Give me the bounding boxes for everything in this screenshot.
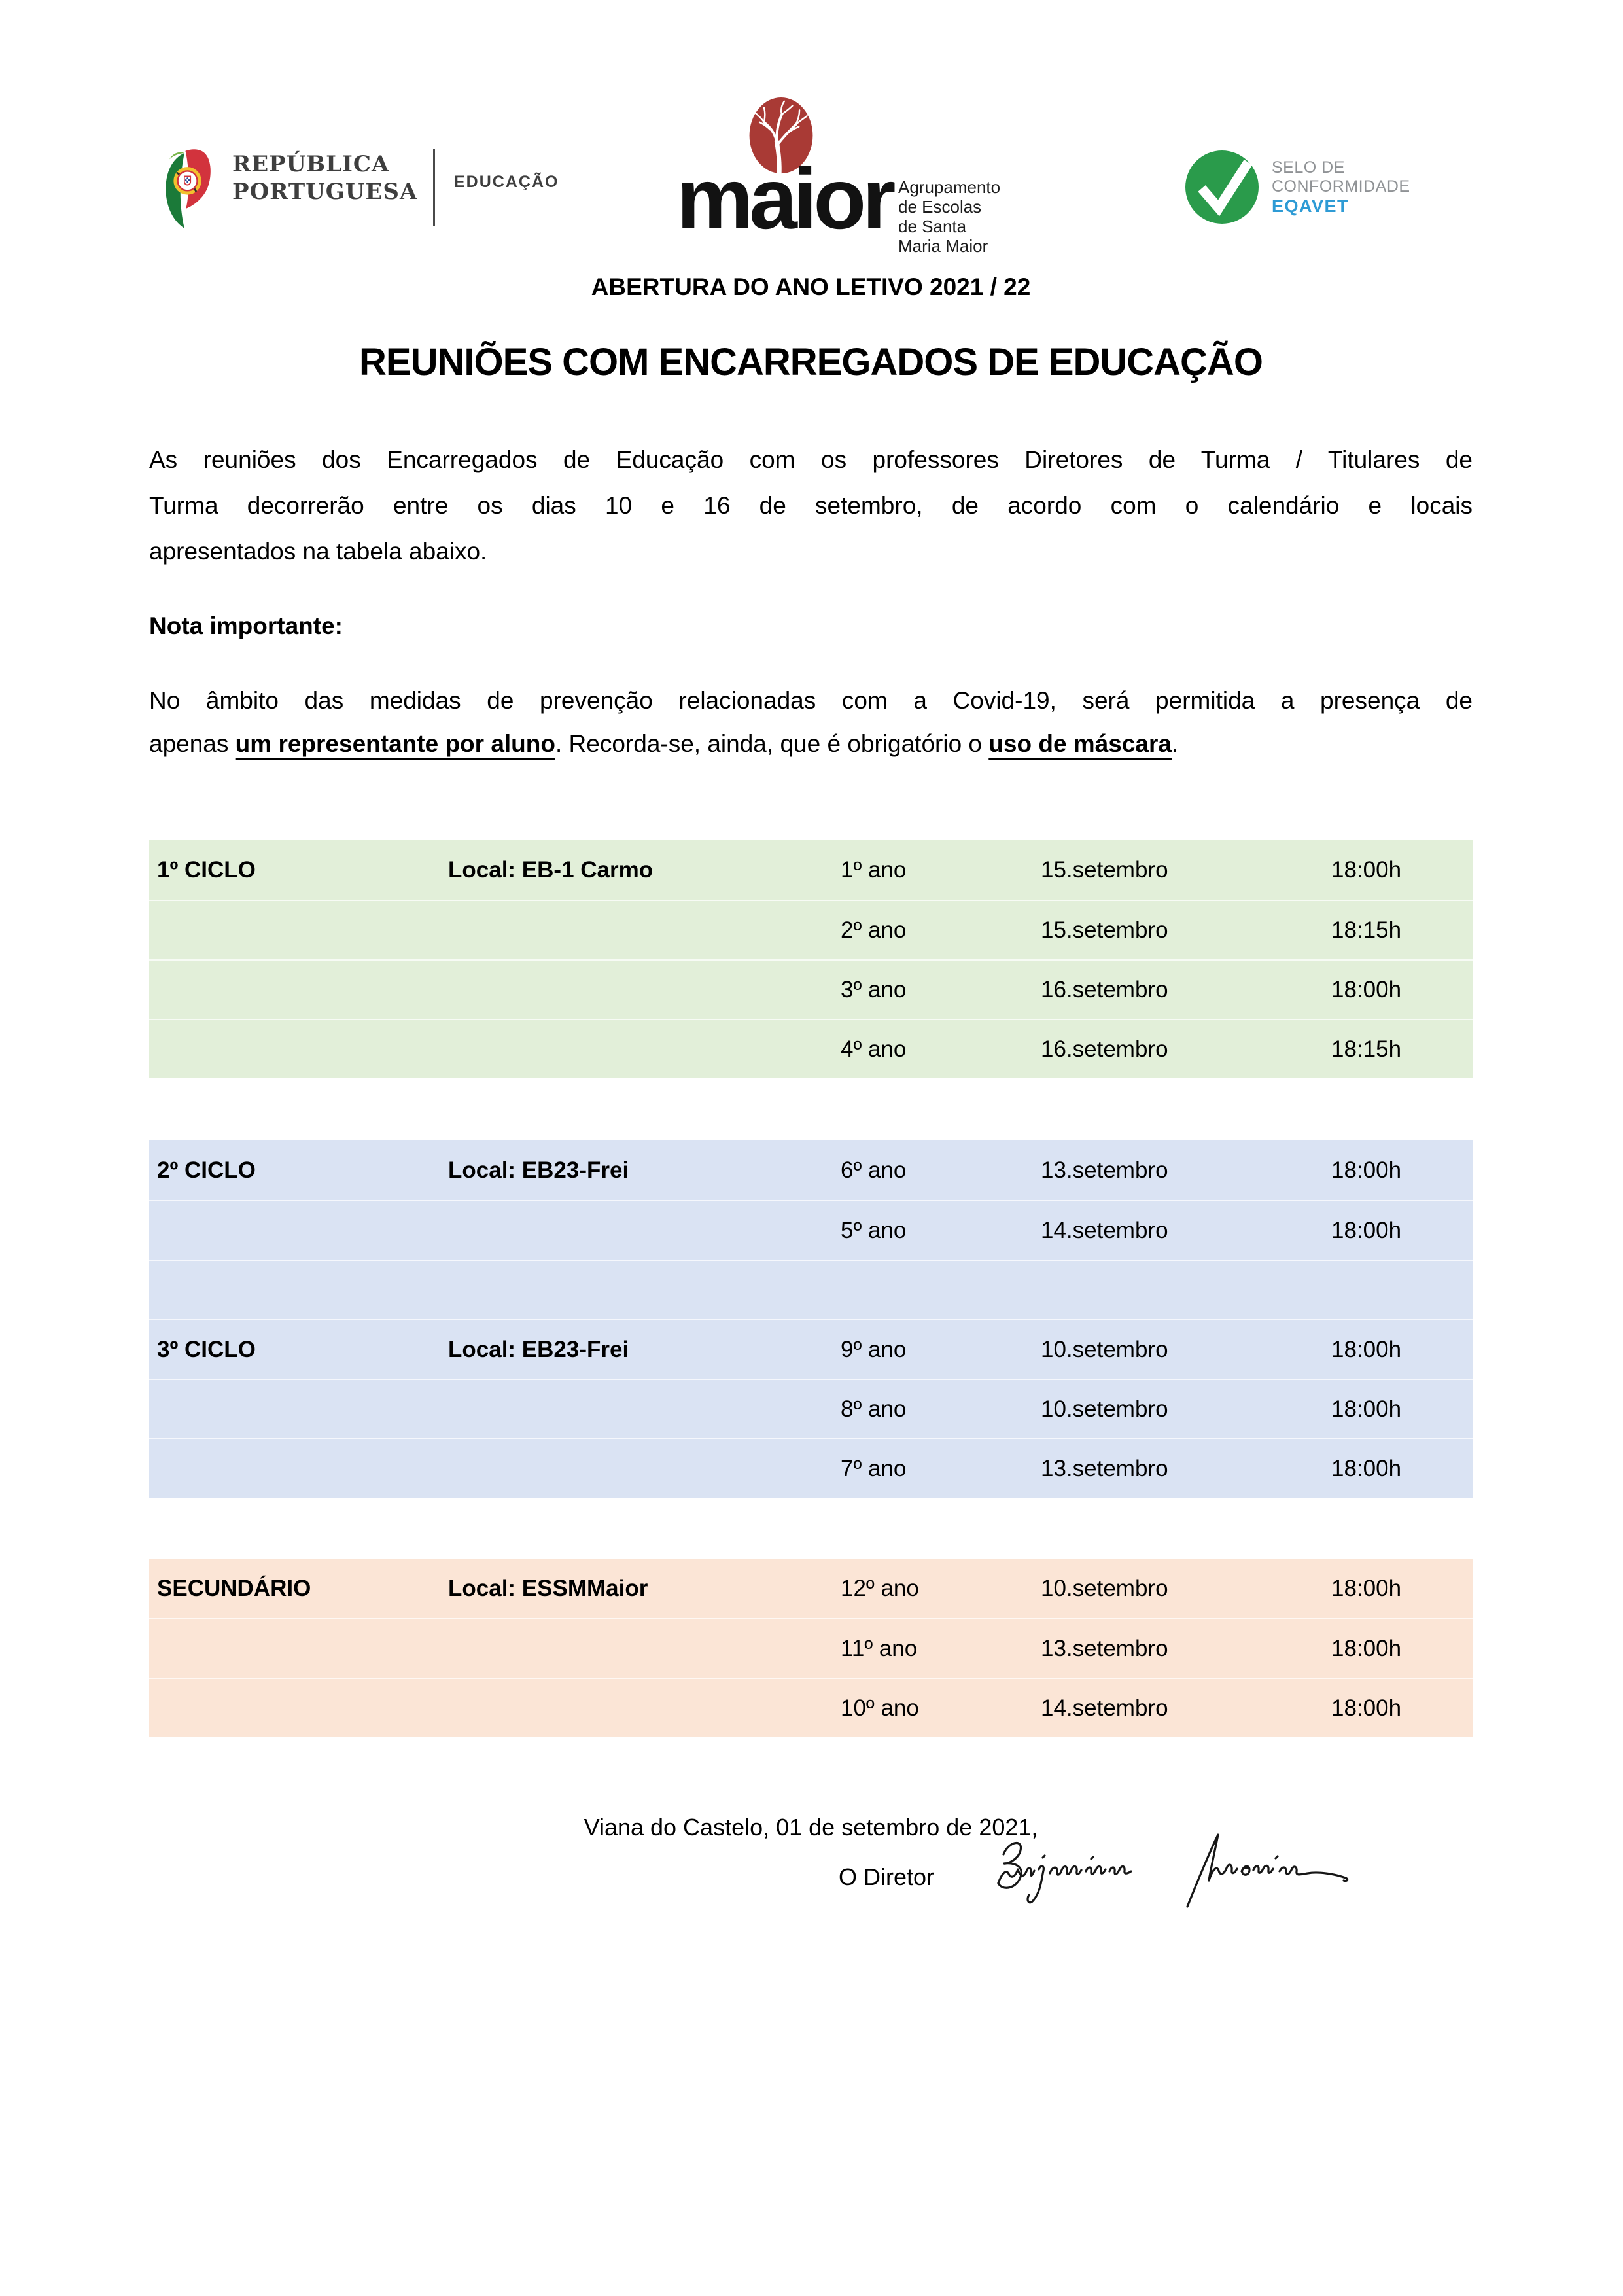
table-row: [149, 840, 1473, 900]
eqavet-line2: CONFORMIDADE: [1272, 177, 1410, 196]
date-cell: 16.setembro: [1041, 976, 1168, 1002]
table-row: [149, 1019, 1473, 1078]
logo-divider: [433, 149, 435, 226]
time-cell: 18:00h: [1331, 1455, 1402, 1481]
intro-line1: As reuniões dos Encarregados de Educação com os professores Diretores de Turma / Titulares de: [149, 446, 1473, 473]
time-cell: 18:00h: [1331, 976, 1402, 1002]
table-row: [149, 1559, 1473, 1618]
note-line2: [149, 722, 1473, 766]
table-row: [149, 959, 1473, 1019]
eqavet-checkmark-icon: [1184, 148, 1263, 230]
portugal-flag-emblem-icon: [158, 148, 215, 230]
note-line2-part1: apenas: [149, 730, 236, 757]
year-cell: 5º ano: [841, 1217, 907, 1243]
maior-subtitle: [898, 177, 1000, 256]
year-cell: 12º ano: [841, 1575, 919, 1601]
time-cell: 18:00h: [1331, 1217, 1402, 1243]
local-label: Local: EB23-Frei: [448, 1157, 629, 1183]
table-spacer-row: [149, 1260, 1473, 1319]
time-cell: 18:00h: [1331, 1635, 1402, 1661]
eqavet-text: [1272, 158, 1410, 217]
note-paragraph: [149, 679, 1473, 766]
time-cell: 18:15h: [1331, 917, 1402, 943]
note-line2-part3: .: [1172, 730, 1179, 757]
year-cell: 6º ano: [841, 1157, 907, 1183]
eqavet-line1: SELO DE: [1272, 158, 1345, 177]
intro-line2: Turma decorrerão entre os dias 10 e 16 de setembro, de acordo com o calendário e locais: [149, 492, 1473, 519]
schedule-table-2-3-ciclo: [149, 1140, 1473, 1498]
note-bold-representante: um representante por aluno: [235, 730, 555, 757]
date-cell: 13.setembro: [1041, 1635, 1168, 1661]
date-cell: 15.setembro: [1041, 857, 1168, 883]
year-cell: 3º ano: [841, 976, 907, 1002]
table-row: [149, 1200, 1473, 1260]
date-cell: 13.setembro: [1041, 1157, 1168, 1183]
intro-line3: apresentados na tabela abaixo.: [149, 538, 487, 565]
date-cell: 13.setembro: [1041, 1455, 1168, 1481]
time-cell: 18:00h: [1331, 1157, 1402, 1183]
cycle-label: SECUNDÁRIO: [157, 1575, 311, 1601]
maior-subtitle-line2: de Escolas: [898, 197, 982, 217]
director-signature: [988, 1828, 1367, 1915]
maior-wordmark: maior: [676, 150, 892, 247]
year-cell: 2º ano: [841, 917, 907, 943]
schedule-table-1-ciclo: [149, 840, 1473, 1078]
note-bold-mascara: uso de máscara: [988, 730, 1172, 757]
table-row: [149, 1618, 1473, 1678]
time-cell: 18:00h: [1331, 857, 1402, 883]
table-row: [149, 1140, 1473, 1200]
year-cell: 11º ano: [841, 1635, 918, 1661]
local-label: Local: EB23-Frei: [448, 1336, 629, 1362]
table-row: [149, 1319, 1473, 1379]
note-line2-part2: . Recorda-se, ainda, que é obrigatório o: [555, 730, 989, 757]
document-subtitle: ABERTURA DO ANO LETIVO 2021 / 22: [591, 274, 1031, 300]
table-row: [149, 1438, 1473, 1498]
table-row: [149, 1379, 1473, 1438]
gov-logo-line2: PORTUGUESA: [232, 179, 418, 205]
ministry-label: EDUCAÇÃO: [454, 173, 559, 191]
note-heading: Nota importante:: [149, 612, 343, 639]
time-cell: 18:15h: [1331, 1036, 1402, 1062]
date-cell: 10.setembro: [1041, 1575, 1168, 1601]
date-cell: 10.setembro: [1041, 1396, 1168, 1422]
time-cell: 18:00h: [1331, 1575, 1402, 1601]
table-row: [149, 900, 1473, 959]
cycle-label: 3º CICLO: [157, 1336, 256, 1362]
date-cell: 10.setembro: [1041, 1336, 1168, 1362]
cycle-label: 2º CICLO: [157, 1157, 256, 1183]
gov-logo-text: [232, 150, 417, 205]
local-label: Local: ESSMMaior: [448, 1575, 648, 1601]
year-cell: 1º ano: [841, 857, 907, 883]
cycle-label: 1º CICLO: [157, 857, 256, 883]
note-line1: No âmbito das medidas de prevenção relacionadas com a Covid-19, será permitida a presença de: [149, 687, 1473, 714]
time-cell: 18:00h: [1331, 1336, 1402, 1362]
place-date-line: Viana do Castelo, 01 de setembro de 2021,: [584, 1814, 1038, 1841]
date-cell: 14.setembro: [1041, 1695, 1168, 1721]
maior-school-logo: [672, 92, 1001, 256]
date-cell: 14.setembro: [1041, 1217, 1168, 1243]
gov-logo-line1: REPÚBLICA: [232, 151, 390, 177]
eqavet-seal: [1184, 148, 1472, 236]
eqavet-line3: EQAVET: [1272, 196, 1350, 216]
document-title: REUNIÕES COM ENCARREGADOS DE EDUCAÇÃO: [359, 341, 1263, 383]
schedule-table-secundario: [149, 1559, 1473, 1737]
table-row: [149, 1678, 1473, 1737]
local-label: Local: EB-1 Carmo: [448, 857, 654, 883]
intro-paragraph: [149, 437, 1473, 574]
year-cell: 10º ano: [841, 1695, 919, 1721]
date-cell: 16.setembro: [1041, 1036, 1168, 1062]
time-cell: 18:00h: [1331, 1695, 1402, 1721]
year-cell: 8º ano: [841, 1396, 907, 1422]
date-cell: 15.setembro: [1041, 917, 1168, 943]
republica-portuguesa-logo: [149, 143, 568, 237]
year-cell: 7º ano: [841, 1455, 907, 1481]
year-cell: 4º ano: [841, 1036, 907, 1062]
maior-subtitle-line3: de Santa Maria Maior: [898, 217, 988, 256]
time-cell: 18:00h: [1331, 1396, 1402, 1422]
signer-role-label: O Diretor: [839, 1863, 935, 1890]
year-cell: 9º ano: [841, 1336, 907, 1362]
maior-subtitle-line1: Agrupamento: [898, 177, 1001, 197]
